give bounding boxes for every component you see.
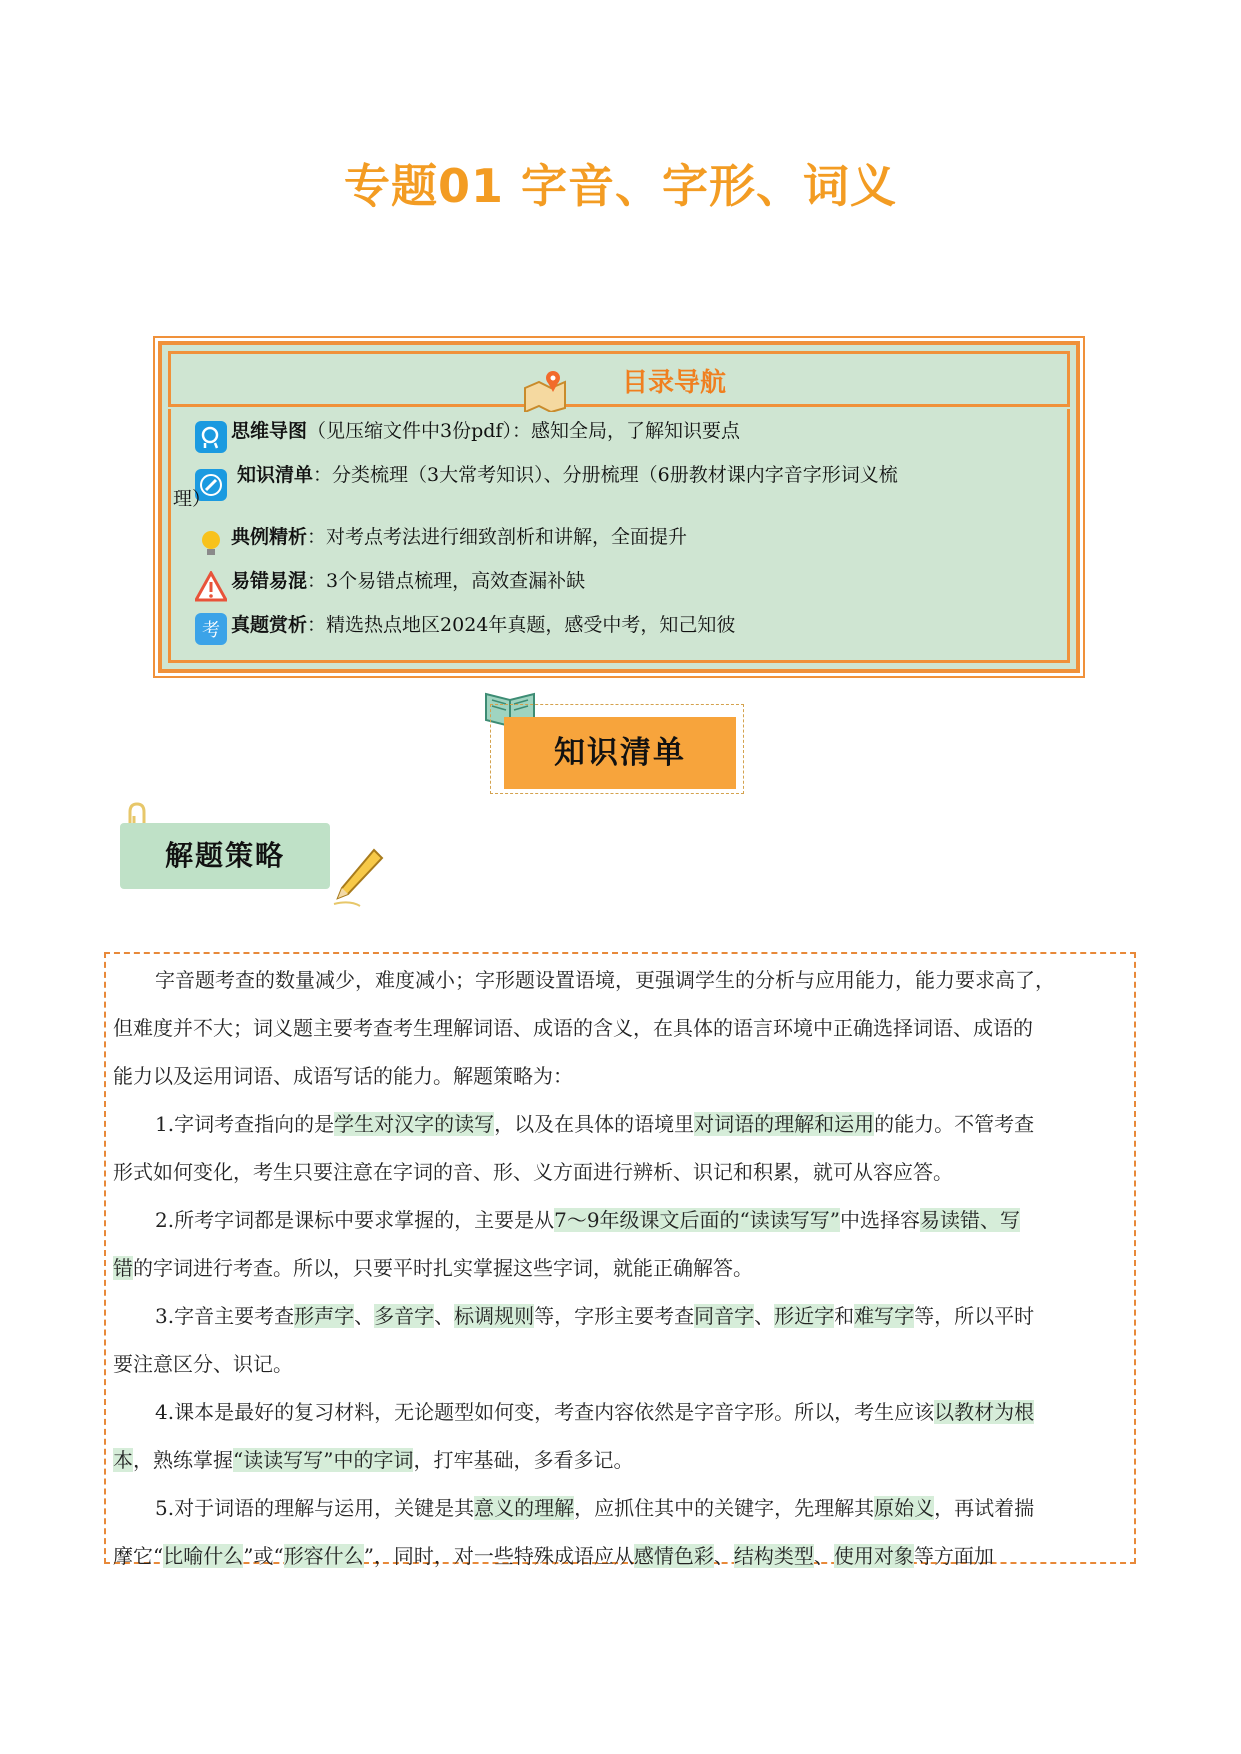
kao-badge-icon — [195, 613, 227, 645]
point-4: 4.课本是最好的复习材料，无论题型如何变，考查内容依然是字音字形。所以，考生应该以教材为根 — [155, 1400, 1035, 1424]
page-title: 专题01 字音、字形、词义 — [343, 159, 898, 213]
point-5: 5.对于词语的理解与运用，关键是其意义的理解，应抓住其中的关键字，先理解其原始义，再试着揣 — [155, 1496, 1035, 1520]
strategy-tab: 解题策略 — [120, 823, 330, 889]
toc-item-knowledge: 知识清单：分类梳理（3大常考知识）、分册梳理（6册教材课内字音字形词义梳 — [237, 464, 898, 486]
toc-item-examples: 典例精析：对考点考法进行细致剖析和讲解，全面提升 — [231, 526, 688, 548]
point-2: 2.所考字词都是课标中要求掌握的，主要是从7～9年级课文后面的“读读写写”中选择容易读错、写 — [155, 1208, 1020, 1232]
toc-item-knowledge-wrap: 理） — [173, 488, 212, 510]
intro-line-2: 但难度并不大；词义题主要考查考生理解词语、成语的含义，在具体的语言环境中正确选择词语、成语的 — [113, 1016, 1033, 1040]
intro-line-3: 能力以及运用词语、成语写话的能力。解题策略为： — [113, 1064, 573, 1088]
point-1-cont: 形式如何变化，考生只要注意在字词的音、形、义方面进行辨析、识记和积累，就可从容应答。 — [113, 1160, 953, 1184]
pencil-icon — [330, 846, 386, 908]
section-badge: 知识清单 — [504, 717, 736, 789]
toc-list — [168, 409, 1070, 663]
toc-item-mistakes: 易错易混：3个易错点梳理，高效查漏补缺 — [231, 570, 586, 592]
point-4-cont: 本，熟练掌握“读读写写”中的字词，打牢基础，多看多记。 — [113, 1448, 634, 1472]
toc-item-exams: 真题赏析：精选热点地区2024年真题，感受中考，知己知彼 — [231, 614, 736, 636]
toc-header — [168, 351, 1070, 407]
point-2-cont: 错的字词进行考查。所以，只要平时扎实掌握这些字词，就能正确解答。 — [113, 1256, 753, 1280]
point-5-cont: 摩它“比喻什么”或“形容什么”，同时，对一些特殊成语应从感情色彩、结构类型、使用对象等方面加 — [113, 1544, 994, 1568]
brain-head-icon — [195, 421, 227, 453]
point-3-cont: 要注意区分、识记。 — [113, 1352, 293, 1376]
toc-heading: 目录导航 — [621, 368, 726, 398]
svg-text:考: 考 — [202, 620, 220, 641]
warning-icon — [195, 571, 227, 603]
point-3: 3.字音主要考查形声字、多音字、标调规则等，字形主要考查同音字、形近字和难写字等，所以平时 — [155, 1304, 1035, 1328]
toc-item-mindmap: 思维导图（见压缩文件中3份pdf）：感知全局，了解知识要点 — [231, 420, 740, 442]
toc-panel — [158, 341, 1080, 673]
intro-paragraph: 字音题考查的数量减少，难度减小；字形题设置语境，更强调学生的分析与应用能力，能力要求高了， — [155, 968, 1055, 992]
point-1: 1.字词考查指向的是学生对汉字的读写，以及在具体的语境里对词语的理解和运用的能力。不管考查 — [155, 1112, 1035, 1136]
lightbulb-icon — [195, 527, 227, 559]
